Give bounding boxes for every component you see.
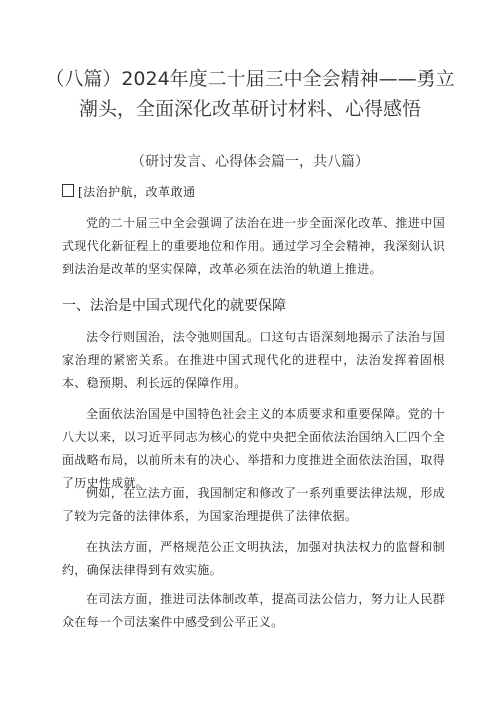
intro-paragraph: 党的二十届三中全会强调了法治在进一步全面深化改革、推进中国式现代化新征程上的重要地位和作用。通过学习全会精神，我深刻认识到法治是改革的坚实保障，改革必须在法治的轨道上推进。 — [62, 216, 445, 276]
body-paragraph-2: 全面依法治国是中国特色社会主义的本质要求和重要保障。党的十八大以来，以习近平同志为核心的党中央把全面依法治国纳入匚四个全面战略布局，以前所未有的决心、举措和力度推进全面依法治国，取得了历史性成就。 — [62, 407, 445, 490]
body-paragraph-4: 在执法方面，严格规范公正文明执法，加强对执法权力的监督和制约，确保法律得到有效实施。 — [62, 540, 445, 577]
tagline-text: [法治护航，改革敢通 — [78, 185, 196, 199]
body-paragraph-1: 法令行则国治，法令弛则国乱。口这句古语深刻地揭示了法治与国家治理的紧密关系。在推进中国式现代化的进程中，法治发挥着固根本、稳预期、利长远的保障作用。 — [62, 330, 445, 390]
body-paragraph-3: 例如，在立法方面，我国制定和修改了一系列重要法律法规，形成了较为完备的法律体系，为国家治理提供了法律依据。 — [62, 486, 445, 523]
body-paragraph-5: 在司法方面，推进司法体制改革，提高司法公信力，努力让人民群众在每一个司法案件中感受到公平正义。 — [62, 592, 445, 629]
document-subtitle: （研讨发言、心得体会篇一，共八篇） — [131, 154, 369, 170]
checkbox-icon — [62, 184, 74, 197]
section-heading: 一、法治是中国式现代化的就要保障 — [62, 298, 286, 314]
tagline — [62, 182, 196, 202]
document-title: （八篇）2024年度二十届三中全会精神——勇立潮头，全面深化改革研讨材料、心得感悟 — [45, 68, 455, 120]
